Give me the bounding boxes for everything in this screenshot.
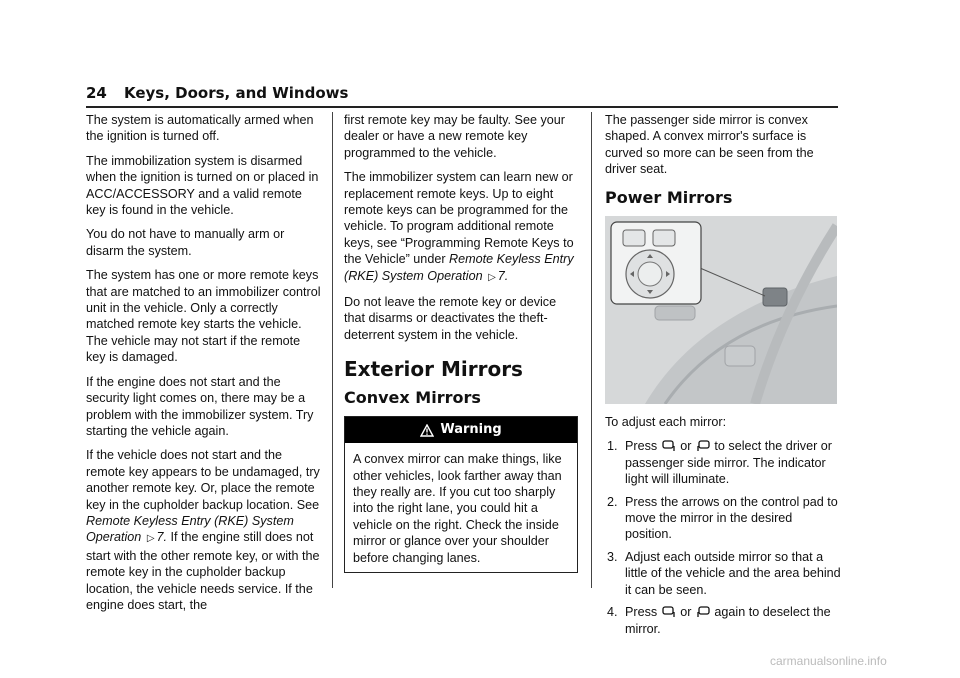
- warning-triangle-icon: [420, 424, 434, 437]
- step-item: 3. Adjust each outside mirror so that a little of the vehicle and the area behind it can be seen.: [607, 549, 841, 597]
- step-item: 1. Press or to select the driver or passenger side mirror. The indicator light will illuminate.: [607, 439, 832, 487]
- column-1: [86, 112, 322, 621]
- steps-list: [605, 438, 841, 636]
- column-2: [344, 112, 580, 573]
- door-panel-illustration: [605, 216, 837, 404]
- page-reference-icon: ▷: [146, 533, 155, 545]
- paragraph: first remote key may be faulty. See your dealer or have a new remote key programmed to the vehicle.: [344, 113, 565, 160]
- section-title: Exterior Mirrors: [344, 357, 523, 382]
- paragraph: Do not leave the remote key or device that disarms or deactivates the theft-deterrent system in the vehicle.: [344, 295, 557, 342]
- column-3: [605, 112, 841, 643]
- right-mirror-button-icon: [696, 606, 710, 618]
- watermark: carmanualsonline.info: [770, 654, 887, 668]
- warning-label: Warning: [440, 421, 502, 437]
- paragraph: The system has one or more remote keys that are matched to an immobilizer control unit in the vehicle. Only a correctly matched remote key starts the vehicle. The vehicle may not start if the remote key is damaged.: [86, 268, 321, 365]
- paragraph: The system is automatically armed when the ignition is turned off.: [86, 113, 314, 144]
- right-mirror-button-icon: [696, 440, 710, 452]
- paragraph: The passenger side mirror is convex shaped. A convex mirror's surface is curved so more can be seen from the driver seat.: [605, 113, 814, 177]
- page-number: 24: [86, 84, 107, 102]
- paragraph: If the engine does not start and the security light comes on, there may be a problem with the immobilizer system. Try starting the vehicle again.: [86, 374, 314, 438]
- reference-page: 7.: [497, 268, 509, 283]
- warning-box: [344, 416, 578, 573]
- paragraph: You do not have to manually arm or disarm the system.: [86, 227, 285, 258]
- left-mirror-button-icon: [662, 606, 676, 618]
- step-item: 4. Press or again to deselect the mirror.: [607, 605, 831, 636]
- paragraph: The immobilizer system can learn new or replacement remote keys. Up to eight remote keys can be programmed for the vehicle. To program additional remote keys, see “Programming Remote Keys to the Vehicle” under Remote Keyless Entry (RKE) System Operation ▷ 7.: [344, 170, 574, 283]
- left-mirror-button-icon: [662, 440, 676, 452]
- chapter-title: Keys, Doors, and Windows: [124, 84, 349, 102]
- paragraph: The immobilization system is disarmed when the ignition is turned on or placed in ACC/ACCESSORY and a valid remote key is found in the vehicle.: [86, 153, 319, 218]
- power-mirror-control-illustration: [605, 216, 837, 404]
- instructions-intro: To adjust each mirror:: [605, 415, 727, 430]
- subsection-title: Convex Mirrors: [344, 387, 481, 407]
- step-item: 2. Press the arrows on the control pad to move the mirror in the desired position.: [607, 494, 838, 542]
- column-divider: [591, 112, 592, 588]
- cross-reference-link[interactable]: Remote Keyless Entry (RKE) System Operation: [86, 513, 294, 545]
- warning-header: [345, 417, 577, 443]
- page-reference-icon: ▷: [488, 271, 496, 283]
- column-divider: [332, 112, 333, 588]
- page-header: [86, 82, 838, 108]
- subsection-title: Power Mirrors: [605, 187, 733, 207]
- paragraph: If the vehicle does not start and the remote key appears to be undamaged, try another remote key. Or, place the remote key in the cupholder backup location. See Remote Keyless Entry (RKE) System Operation ▷ 7. If the engine still does not start with the other remote key, or with the remote key in the cupholder backup location, the vehicle needs service. If the engine does start, the: [86, 448, 320, 612]
- warning-text: A convex mirror can make things, like other vehicles, look farther away than they really are. If you cut too sharply into the right lane, you could hit a vehicle on the right. Check the inside mirror or glance over your shoulder before changing lanes.: [353, 452, 562, 565]
- reference-page: 7.: [156, 530, 168, 545]
- cross-reference-link[interactable]: Remote Keyless Entry (RKE) System Operation: [344, 252, 574, 283]
